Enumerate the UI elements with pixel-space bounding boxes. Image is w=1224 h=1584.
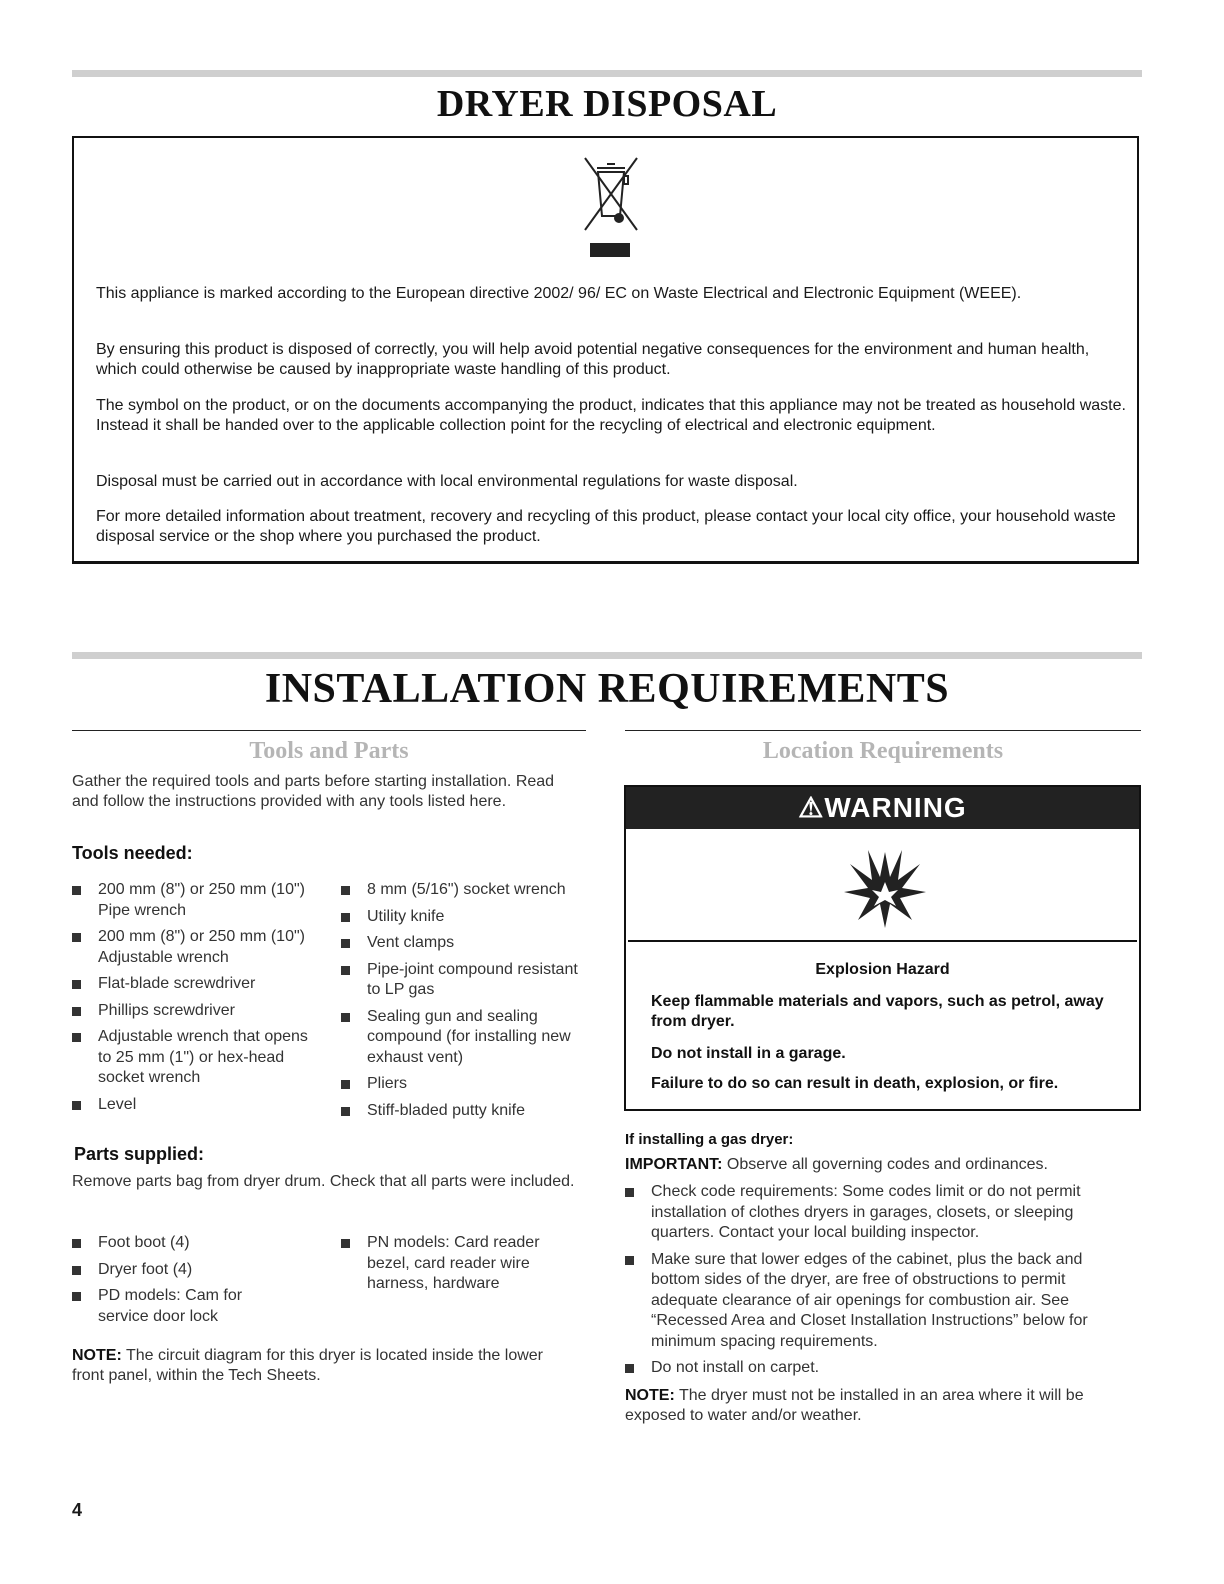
weee-paragraph-3: The symbol on the product, or on the documents accompanying the product, indicates that this appliance may not be treated as household waste. Instead it shall be handed over to the applicable collection point for the recycling of electrical and electronic equipment. — [96, 397, 1126, 434]
list-item: Make sure that lower edges of the cabinet, plus the back and bottom sides of the dryer, are free of obstructions to permit adequate clearance of air openings for combustion air. See “Recessed Area and Closet Installation Instructions” below for minimum spacing requirements. — [625, 1250, 1135, 1353]
weee-bar-marker — [590, 243, 630, 257]
warning-band — [626, 787, 1139, 829]
weee-paragraph-4: Disposal must be carried out in accordance with local environmental regulations for waste disposal. — [96, 473, 798, 490]
location-bullets — [625, 1182, 1135, 1379]
tools-list-left — [72, 880, 312, 1115]
dryer-disposal-title: DRYER DISPOSAL — [436, 83, 778, 125]
explosion-hazard-icon — [840, 842, 930, 932]
installation-requirements-title: INSTALLATION REQUIREMENTS — [264, 666, 950, 712]
list-item: PD models: Cam for service door lock — [72, 1286, 273, 1327]
list-item: Pliers — [341, 1074, 586, 1095]
location-rule — [625, 730, 1141, 731]
tools-list-right — [341, 880, 586, 1121]
parts-supplied-heading: Parts supplied: — [74, 1144, 205, 1164]
list-item: Sealing gun and sealing compound (for installing new exhaust vent) — [341, 1007, 586, 1069]
list-item: 200 mm (8") or 250 mm (10") Pipe wrench — [72, 880, 312, 921]
parts-list-left — [72, 1233, 312, 1327]
tools-needed-heading: Tools needed: — [72, 843, 193, 863]
list-item: 200 mm (8") or 250 mm (10") Adjustable wrench — [72, 927, 312, 968]
list-item: Pipe-joint compound resistant to LP gas — [341, 960, 586, 1001]
page-number: 4 — [72, 1500, 83, 1520]
warning-title: Explosion Hazard — [815, 961, 950, 978]
important-label: IMPORTANT: — [625, 1156, 723, 1173]
list-item: Vent clamps — [341, 933, 586, 954]
list-item: 8 mm (5/16") socket wrench — [341, 880, 586, 901]
list-item: Phillips screwdriver — [72, 1001, 312, 1022]
list-item: Flat-blade screwdriver — [72, 974, 312, 995]
location-note-text: The dryer must not be installed in an area where it will be exposed to water and/or weather. — [625, 1387, 1084, 1424]
location-note — [625, 1386, 1135, 1426]
warning-line-3: Failure to do so can result in death, explosion, or fire. — [651, 1075, 1059, 1092]
tools-parts-intro: Gather the required tools and parts before starting installation. Read and follow the instructions provided with any tools listed here. — [72, 773, 555, 810]
warning-label: WARNING — [824, 792, 967, 823]
warning-triangle-icon: ⚠ — [798, 792, 825, 823]
parts-intro: Remove parts bag from dryer drum. Check that all parts were included. — [72, 1173, 575, 1190]
note-label: NOTE: — [72, 1347, 122, 1364]
list-item: Level — [72, 1095, 312, 1116]
note-text: The circuit diagram for this dryer is located inside the lower front panel, within the Tech Sheets. — [72, 1347, 543, 1384]
weee-paragraph-1: This appliance is marked according to the European directive 2002/ 96/ EC on Waste Electrical and Electronic Equipment (WEEE). — [96, 285, 1022, 302]
warning-line-2: Do not install in a garage. — [651, 1045, 846, 1062]
weee-paragraph-2: By ensuring this product is disposed of correctly, you will help avoid potential negative consequences for the environment and human health, which could otherwise be caused by inappropriate waste handling of this product. — [96, 341, 1090, 378]
list-item: Foot boot (4) — [72, 1233, 312, 1254]
list-item: Do not install on carpet. — [625, 1358, 1135, 1379]
warning-line-1: Keep flammable materials and vapors, such as petrol, away from dryer. — [651, 993, 1104, 1030]
crossed-out-wheelie-bin-icon — [581, 154, 641, 234]
list-item: Check code requirements: Some codes limit or do not permit installation of clothes dryers in garages, closets, or sleeping quarters. Contact your local building inspector. — [625, 1182, 1135, 1244]
important-text: Observe all governing codes and ordinances. — [722, 1156, 1048, 1173]
list-item: PN models: Card reader bezel, card reader wire harness, hardware — [341, 1233, 567, 1295]
list-item: Stiff-bladed putty knife — [341, 1101, 586, 1122]
location-note-label: NOTE: — [625, 1387, 675, 1404]
important-note — [625, 1155, 1141, 1175]
weee-paragraph-5: For more detailed information about treatment, recovery and recycling of this product, please contact your local city office, your household waste disposal service or the shop where you purchased the product. — [96, 508, 1116, 545]
circuit-note — [72, 1346, 572, 1386]
list-item: Adjustable wrench that opens to 25 mm (1") or hex-head socket wrench — [72, 1027, 312, 1089]
gas-dryer-heading: If installing a gas dryer: — [625, 1131, 794, 1148]
middle-rule — [72, 652, 1142, 659]
parts-list-right — [341, 1233, 586, 1295]
tools-parts-rule — [72, 730, 586, 731]
list-item: Dryer foot (4) — [72, 1260, 312, 1281]
warning-separator — [628, 940, 1137, 942]
list-item: Utility knife — [341, 907, 586, 928]
location-requirements-heading: Location Requirements — [762, 738, 1004, 764]
top-rule — [72, 70, 1142, 77]
tools-and-parts-heading: Tools and Parts — [249, 738, 409, 764]
